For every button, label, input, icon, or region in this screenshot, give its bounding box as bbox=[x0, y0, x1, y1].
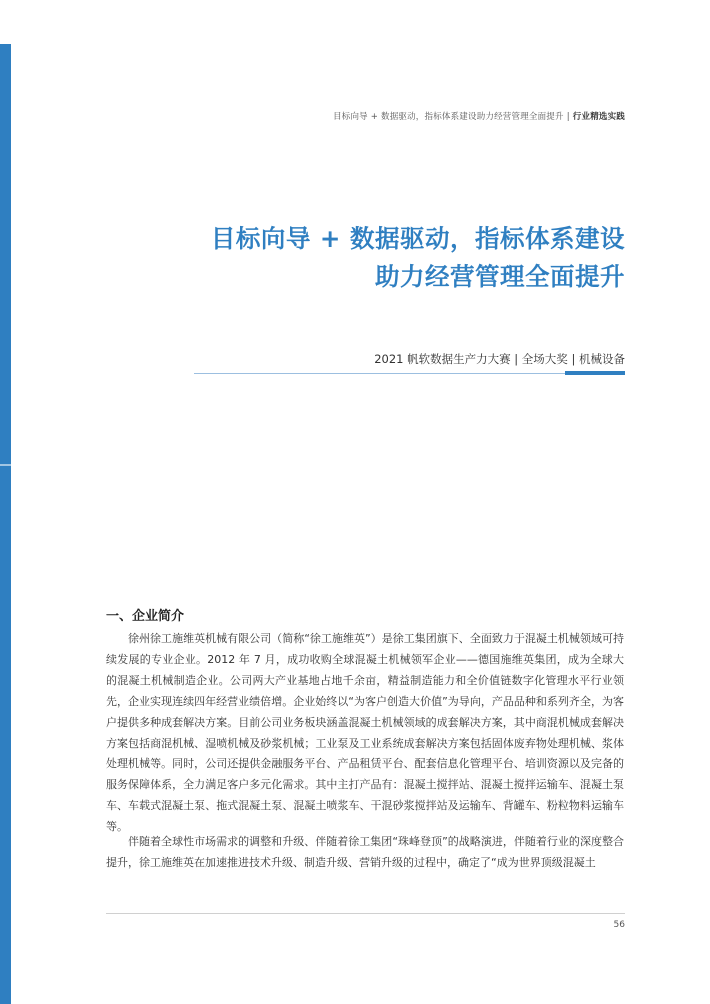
body-paragraph-2-text: 伴随着全球性市场需求的调整和升级、伴随着徐工集团“珠峰登顶”的战略演进，伴随着行业的深度整合提升，徐工施维英在加速推进技术升级、制造升级、营销升级的过程中，确定了“成为世界顶级混凝土 bbox=[106, 835, 624, 869]
left-bar-divider bbox=[0, 464, 11, 466]
footer-rule bbox=[106, 913, 625, 914]
subtitle-rule bbox=[194, 373, 625, 374]
body-paragraph-1-text: 徐州徐工施维英机械有限公司（简称“徐工施维英”）是徐工集团旗下、全面致力于混凝土机械领域可持续发展的专业企业。2012 年 7 月，成功收购全球混凝土机械领军企业——德国施维英集团，成为全球大的混凝土机械制造企业。公司两大产业基地占地千余亩，精益制造能力和全价值链数字化管理水平行业领先，企业实现连续四年经营业绩倍增。企业始终以“为客户创造大价值”为导向，产品品种和系列齐全，为客户提供多种成套解决方案。目前公司业务板块涵盖混凝土机械领域的成套解决方案，其中商混机械成套解决方案包括商混机械、湿喷机械及砂浆机械；工业泵及工业系统成套解决方案包括固体废弃物处理机械、浆体处理机械等。同时，公司还提供金融服务平台、产品租赁平台、配套信息化管理平台、培训资源以及完备的服务保障体系，全力满足客户多元化需求。其中主打产品有：混凝土搅拌站、混凝土搅拌运输车、混凝土泵车、车载式混凝土泵、拖式混凝土泵、混凝土喷浆车、干混砂浆搅拌站及运输车、背罐车、粉粒物料运输车等。 bbox=[106, 632, 624, 834]
running-header-title: 目标向导 + 数据驱动，指标体系建设助力经营管理全面提升 bbox=[333, 112, 564, 122]
body-paragraph-1 bbox=[106, 629, 624, 838]
article-title-line-1: 目标向导 + 数据驱动，指标体系建设 bbox=[210, 224, 625, 253]
article-title-line-2: 助力经营管理全面提升 bbox=[375, 262, 625, 291]
body-paragraph-2 bbox=[106, 832, 624, 874]
running-header-separator: | bbox=[566, 112, 570, 122]
subtitle-rule-accent bbox=[565, 371, 625, 375]
running-header bbox=[333, 110, 625, 122]
article-title bbox=[211, 220, 625, 296]
article-subtitle: 2021 帆软数据生产力大赛 | 全场大奖 | 机械设备 bbox=[374, 352, 625, 366]
section-heading: 一、企业简介 bbox=[106, 609, 185, 624]
page-number: 56 bbox=[613, 920, 625, 930]
left-accent-bar bbox=[0, 44, 11, 1004]
running-header-section: 行业精选实践 bbox=[572, 112, 625, 122]
